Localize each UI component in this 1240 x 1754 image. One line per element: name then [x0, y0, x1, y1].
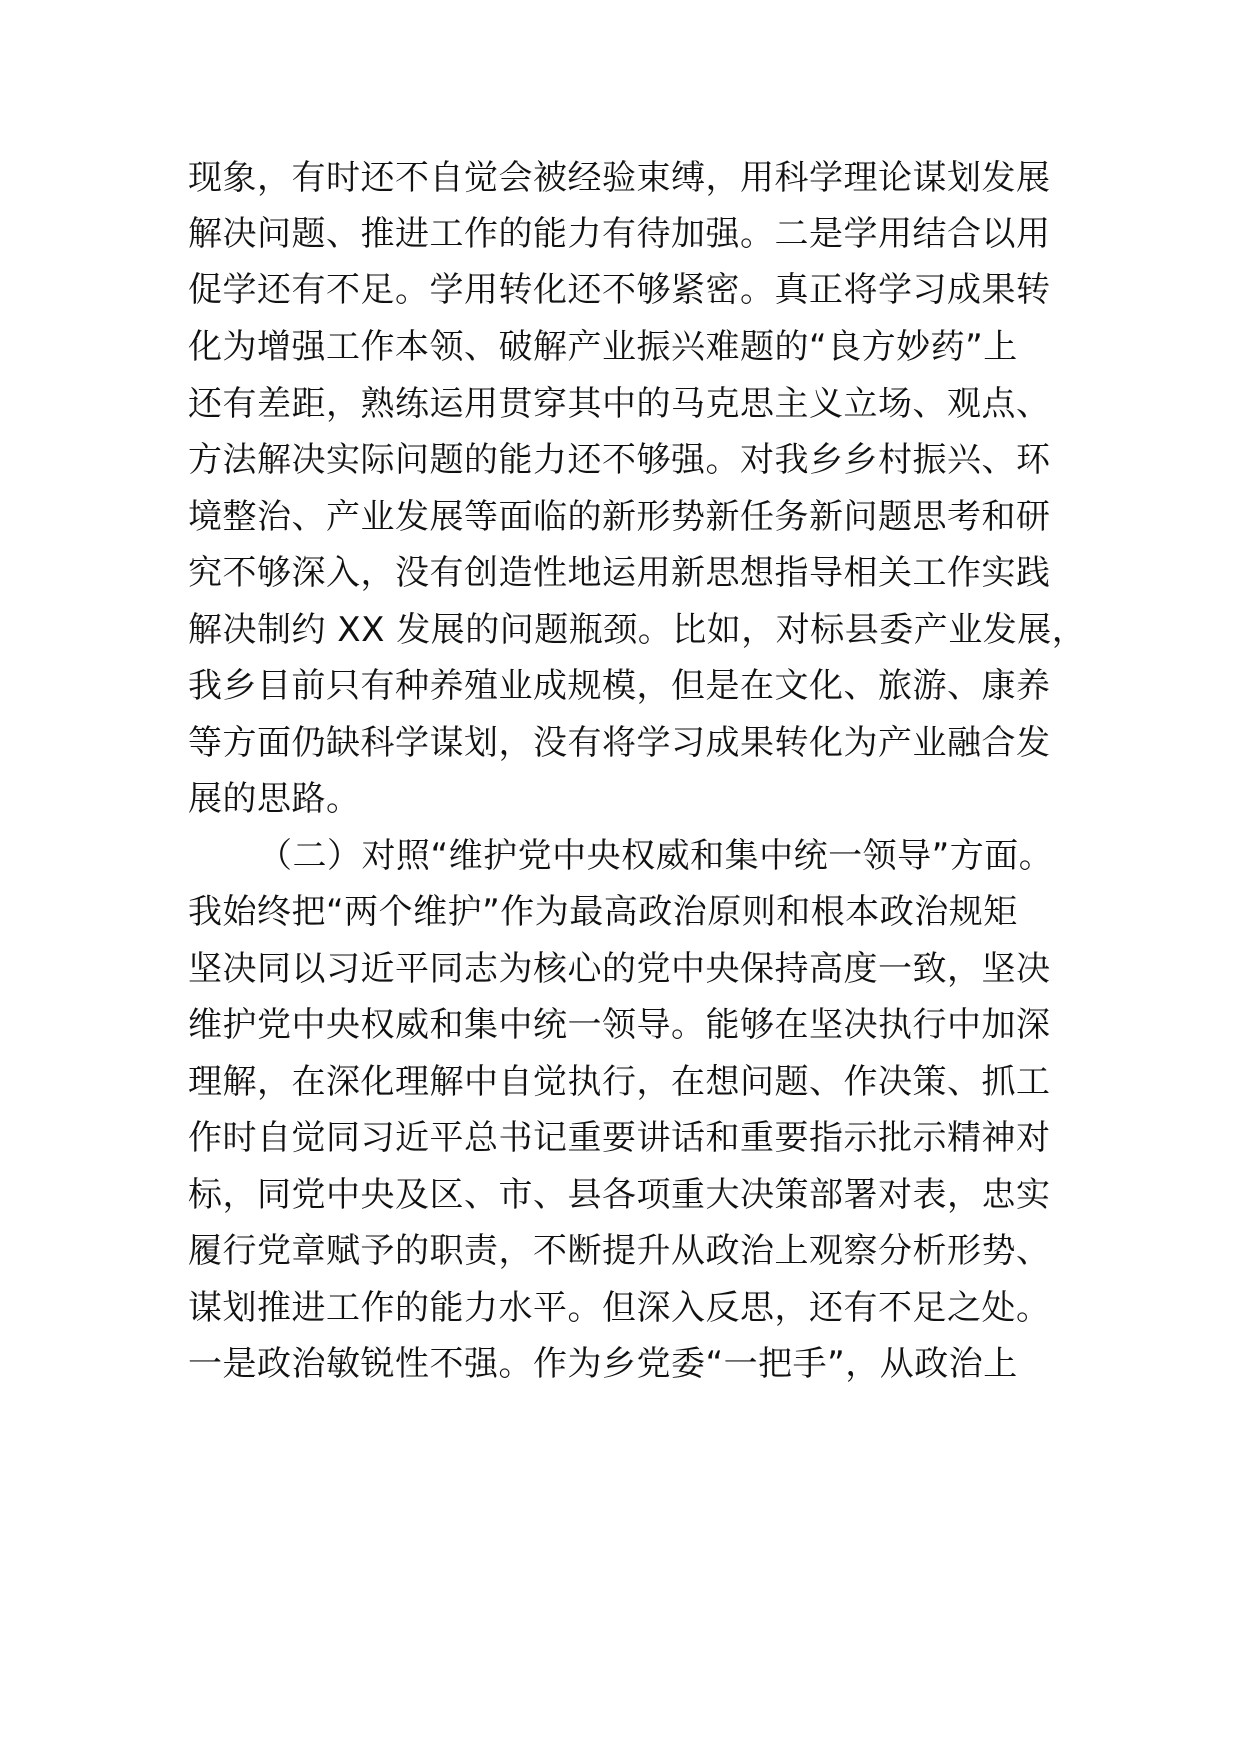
paragraph-line: 我始终把“两个维护”作为最高政治原则和根本政治规矩 [188, 892, 1018, 932]
paragraph-line: 展的思路。 [188, 779, 361, 819]
paragraph-line: 还有差距，熟练运用贯穿其中的马克思主义立场、观点、 [188, 384, 1051, 424]
paragraph-line: 谋划推进工作的能力水平。但深入反思，还有不足之处。 [188, 1288, 1051, 1328]
paragraph-line: 坚决同以习近平同志为核心的党中央保持高度一致，坚决 [188, 949, 1051, 989]
paragraph-line: 维护党中央权威和集中统一领导。能够在坚决执行中加深 [188, 1005, 1051, 1045]
paragraph-line: 我乡目前只有种养殖业成规模，但是在文化、旅游、康养 [188, 666, 1051, 706]
paragraph-line: 作时自觉同习近平总书记重要讲话和重要指示批示精神对 [188, 1118, 1051, 1158]
paragraph-line: 究不够深入，没有创造性地运用新思想指导相关工作实践 [188, 553, 1051, 593]
paragraph-line: 境整治、产业发展等面临的新形势新任务新问题思考和研 [188, 497, 1051, 537]
paragraph-line: 等方面仍缺科学谋划，没有将学习成果转化为产业融合发 [188, 723, 1051, 763]
paragraph-line: 标，同党中央及区、市、县各项重大决策部署对表，忠实 [188, 1175, 1051, 1215]
paragraph-line: 现象，有时还不自觉会被经验束缚，用科学理论谋划发展 [188, 158, 1051, 198]
paragraph-line: 化为增强工作本领、破解产业振兴难题的“良方妙药”上 [188, 327, 1018, 367]
paragraph-line: 一是政治敏锐性不强。作为乡党委“一把手”，从政治上 [188, 1344, 1018, 1384]
paragraph-line: 解决问题、推进工作的能力有待加强。二是学用结合以用 [188, 214, 1051, 254]
paragraph-line: 解决制约 XX 发展的问题瓶颈。比如，对标县委产业发展， [188, 610, 1087, 650]
section-heading: （二）对照“维护党中央权威和集中统一领导”方面。 [258, 836, 1054, 876]
paragraph-line: 方法解决实际问题的能力还不够强。对我乡乡村振兴、环 [188, 440, 1051, 480]
paragraph-line: 促学还有不足。学用转化还不够紧密。真正将学习成果转 [188, 270, 1051, 310]
paragraph-line: 履行党章赋予的职责，不断提升从政治上观察分析形势、 [188, 1231, 1051, 1271]
paragraph-line: 理解，在深化理解中自觉执行，在想问题、作决策、抓工 [188, 1062, 1051, 1102]
